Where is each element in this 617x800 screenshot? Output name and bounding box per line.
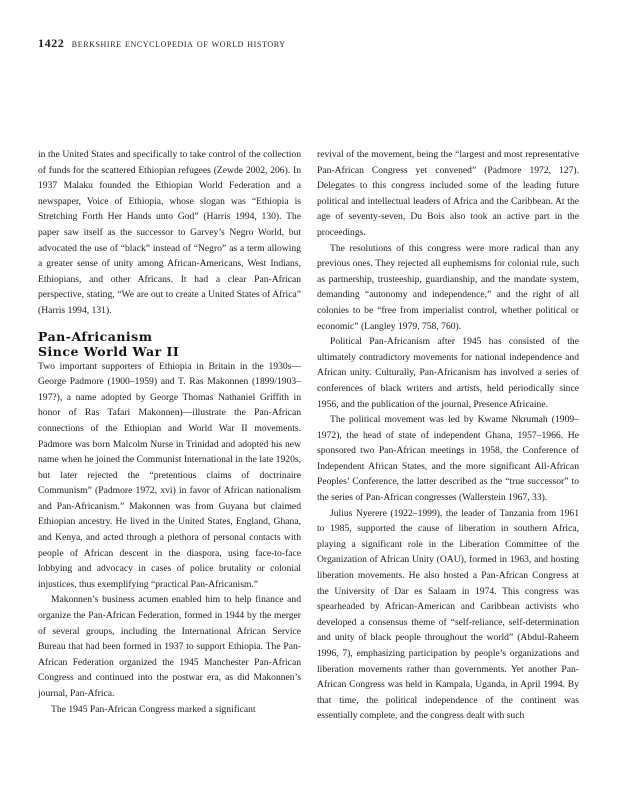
left-column xyxy=(38,147,301,717)
paragraph: in the United States and specifically to take control of the collection of funds for the scattered Ethiopian refugees (Zewde 2002, 206). In 1937 Malaku founded the Ethiopian World Federation and a newspaper, Voice of Ethiopia, whose slogan was “Ethiopia is Stretching Forth Her Hands unto God” (Harris 1994, 130). The paper saw itself as the successor to Garvey’s Negro World, but advocated the use of “black” instead of “Negro” as a term allowing a greater sense of unity among African-Americans, West Indians, Ethiopians, and other Africans. It had a clear Pan-African perspective, stating, “We are out to create a United States of Africa” (Harris 1994, 131). xyxy=(38,149,301,316)
paragraph: The resolutions of this congress were more radical than any previous ones. They rejected all euphemisms for colonial rule, such as partnership, trusteeship, guardianship, and the mandate system, demanding “autonomy and independence,” and the right of all colonies to be “free from imperialist control, whether political or economic” (Langley 1979, 758, 760). xyxy=(317,242,579,332)
paragraph: The political movement was led by Kwame Nkrumah (1909–1972), the head of state of independent Ghana, 1957–1966. He sponsored two Pan-African meetings in 1958, the Conference of Independent African States, and the more significant All-African Peoples’ Conference, the latter described as the “true successor” to the series of Pan-African congresses (Wallerstein 1967, 33). xyxy=(317,414,579,504)
paragraph: Two important supporters of Ethiopia in Britain in the 1930s—George Padmore (1900–1959) and T. Ras Makonnen (1899/1903–197?), a name adopted by George Thomas Nathaniel Griffith in honor of Ras Tafari Makonnen)—illustrate the Pan-African connections of the Ethiopian and World War II movements. Padmore was born Malcolm Nurse in Trinidad and adopted his new name when he joined the Communist International in the late 1920s, but later rejected the “pretentious claims of doctrinaire Communism” (Padmore 1972, xvi) in favor of African nationalism and Pan-Africanism.” Makonnen was from Guyana but claimed Ethiopian ancestry. He lived in the United States, England, Ghana, and Kenya, and acted through a plethora of personal contacts with people of African descent in the diaspora, using face-to-face lobbying and advocacy in cases of police brutality or colonial injustices, thus exemplifying “practical Pan-Africanism.” xyxy=(38,360,301,590)
paragraph: Julius Nyerere (1922–1999), the leader of Tanzania from 1961 to 1985, supported the cause of liberation in southern Africa, playing a significant role in the Liberation Committee of the Organization of African Unity (OAU), formed in 1963, and hosting liberation movements. He also hosted a Pan-African Congress at the University of Dar es Salaam in 1974. This congress was spearheaded by African-American and Caribbean activists who developed a consensus theme of “self-reliance, self-determination and unity of black people throughout the world” (Abdul-Raheem 1996, 7), emphasizing participation by people’s organizations and liberation movements rather than governments. Yet another Pan-African Congress was held in Kampala, Uganda, in April 1994. By that time, the political independence of the continent was essentially complete, and the congress dealt with such xyxy=(317,507,579,722)
page-number: 1422 xyxy=(38,36,65,50)
paragraph: The 1945 Pan-African Congress marked a significant xyxy=(51,703,256,715)
paragraph: Political Pan-Africanism after 1945 has consisted of the ultimately contradictory movements for national independence and African unity. Culturally, Pan-Africanism has involved a series of conferences of black writers and artists, held periodically since 1956, and the publication of the journal, Presence Africaine. xyxy=(317,336,579,410)
running-header xyxy=(38,36,286,51)
running-title: berkshire encyclopedia of world history xyxy=(71,38,286,50)
section-heading xyxy=(38,329,301,359)
paragraph: revival of the movement, being the “largest and most representative Pan-African Congress yet convened” (Padmore 1972, 127). Delegates to this congress included some of the leading future political and intellectual leaders of Africa and the Caribbean. At the age of seventy-seven, Du Bois also took an active part in the proceedings. xyxy=(317,149,579,238)
right-column xyxy=(317,147,579,724)
paragraph: Makonnen’s business acumen enabled him to help finance and organize the Pan-African Federation, formed in 1944 by the merger of several groups, including the International African Service Bureau that had been formed in 1937 to support Ethiopia. The Pan-African Federation organized the 1945 Manchester Pan-African Congress and continued into the postwar era, as did Makonnen’s journal, Pan-Africa. xyxy=(38,594,301,699)
section-heading-line2: Since World War II xyxy=(38,343,180,359)
section-heading-line1: Pan-Africanism xyxy=(38,328,153,344)
